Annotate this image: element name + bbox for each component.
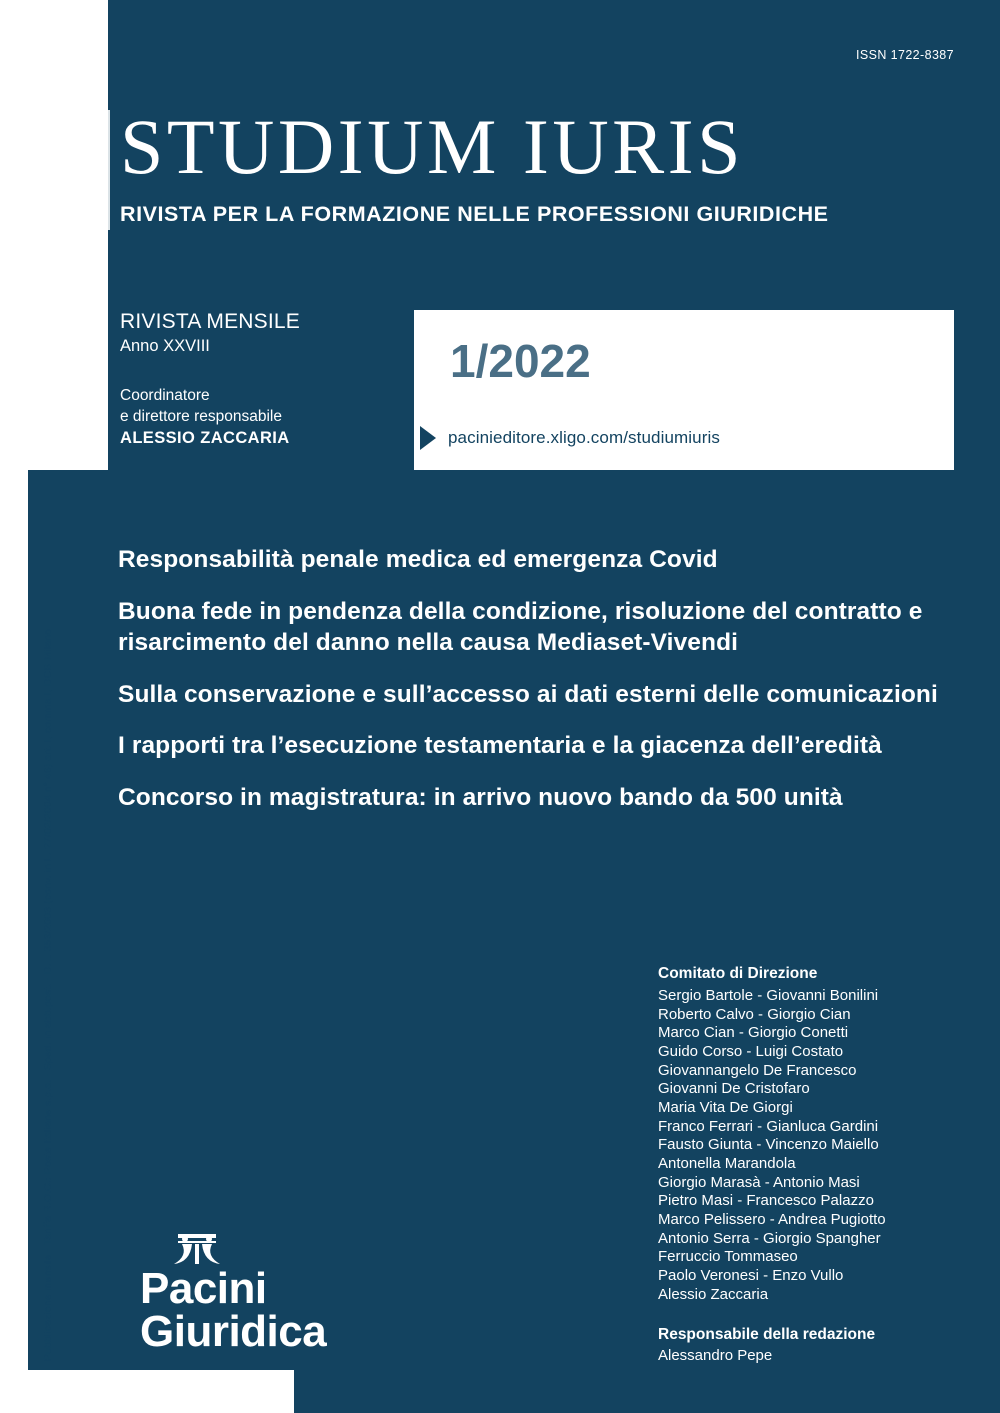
issue-number: 1/2022 [450, 335, 591, 387]
board-member: Marco Pelissero - Andrea Pugiotto [658, 1211, 886, 1229]
issn-code: ISSN 1722-8387 [855, 48, 954, 62]
headline-item: Concorso in magistratura: in arrivo nuovo bando da 500 unità [118, 784, 843, 812]
cover-accent-strip-left [0, 470, 28, 1413]
editor-name: Alessandro Pepe [658, 1347, 773, 1365]
board-member: Giovannangelo De Francesco [658, 1061, 857, 1079]
cover-accent-strip-bottom [108, 1370, 294, 1413]
masthead [120, 103, 960, 227]
issue-url-bar[interactable] [414, 418, 954, 458]
board-member: Giorgio Marasà - Antonio Masi [658, 1173, 860, 1191]
masthead-divider [108, 110, 110, 230]
year-label: Anno XXVIII [120, 337, 210, 355]
editor-title: Responsabile della redazione [658, 1326, 876, 1344]
crest-icon [158, 1232, 236, 1266]
board-member: Fausto Giunta - Vincenzo Maiello [658, 1136, 879, 1154]
issue-panel [414, 310, 954, 470]
spine-legal-notice: Pubblicazione mensile - Tariffa R.O.C.: Poste Italiane s.p.a. - Sped. in abb.post. - D.L. 353/2003 (conv. in L. 27/02/2004 n° 46) art. I, comma I, DCB Milano [42, 629, 54, 1361]
board-member: Franco Ferrari - Gianluca Gardini [658, 1117, 879, 1135]
coordinator-label-line2: e direttore responsabile [120, 407, 282, 425]
board-member: Maria Vita De Giorgi [658, 1099, 793, 1117]
board-member: Paolo Veronesi - Enzo Vullo [658, 1267, 844, 1285]
coordinator-name: ALESSIO ZACCARIA [120, 429, 290, 448]
cover-accent-strip-top [0, 0, 108, 312]
editorial-board [658, 965, 928, 1364]
publisher-name-line1: Pacini [140, 1264, 267, 1313]
issue-url[interactable]: pacinieditore.xligo.com/studiumiuris [448, 428, 720, 447]
chevron-right-icon [414, 418, 448, 458]
board-member: Sergio Bartole - Giovanni Bonilini [658, 987, 879, 1004]
cover-accent-strip-mid [0, 312, 108, 470]
cover-accent-strip-bottom-left [28, 1370, 108, 1413]
board-member: Antonio Serra - Giorgio Spangher [658, 1229, 881, 1247]
coordinator-label-line1: Coordinatore [120, 387, 210, 404]
board-title: Comitato di Direzione [658, 965, 818, 982]
publisher-logo [140, 1232, 400, 1357]
headline-item: Responsabilità penale medica ed emergenza Covid [118, 546, 718, 573]
board-member: Giovanni De Cristofaro [658, 1080, 810, 1098]
periodicity-label: RIVISTA MENSILE [120, 310, 300, 333]
publisher-name-line2: Giuridica [140, 1307, 327, 1357]
journal-title: STUDIUM IURIS [120, 103, 745, 190]
headline-item: Buona fede in pendenza della condizione, risoluzione del contratto e risarcimento del danno nella causa Mediaset-Vivendi [118, 597, 923, 656]
headline-list [118, 545, 973, 835]
periodicity-block [120, 310, 400, 356]
headline-item: Sulla conservazione e sull’accesso ai dati esterni delle comunicazioni [118, 680, 938, 708]
board-member: Marco Cian - Giorgio Conetti [658, 1024, 849, 1042]
board-member: Guido Corso - Luigi Costato [658, 1043, 844, 1061]
board-member: Alessio Zaccaria [658, 1285, 769, 1303]
board-member: Pietro Masi - Francesco Palazzo [658, 1192, 874, 1210]
board-member: Ferruccio Tommaseo [658, 1248, 798, 1266]
headline-item: I rapporti tra l’esecuzione testamentaria e la giacenza dell’eredità [118, 732, 882, 760]
board-member: Antonella Marandola [658, 1155, 796, 1173]
coordinator-block [120, 386, 400, 450]
journal-subtitle: RIVISTA PER LA FORMAZIONE NELLE PROFESSIONI GIURIDICHE [120, 202, 829, 226]
board-member: Roberto Calvo - Giorgio Cian [658, 1005, 851, 1023]
board-member-list [658, 987, 928, 1304]
